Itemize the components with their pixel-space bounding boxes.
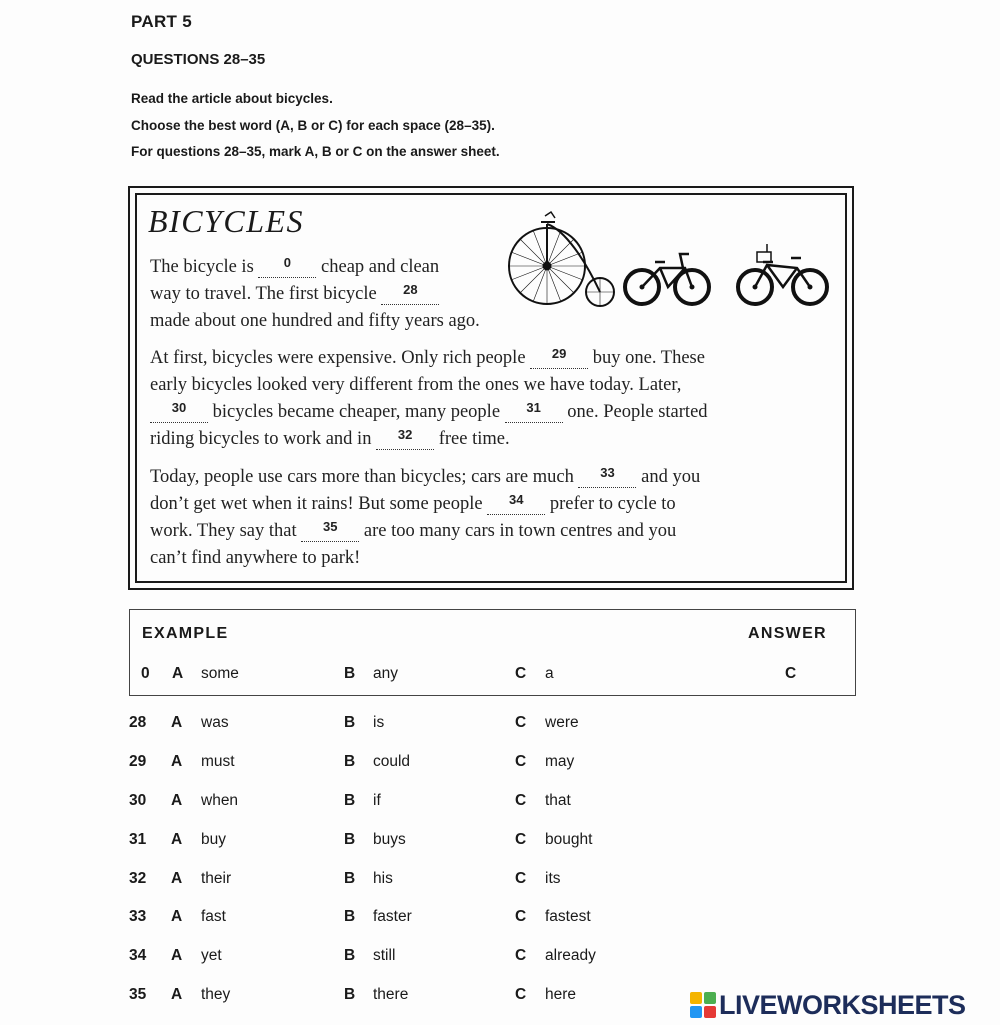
- option-a: was: [201, 714, 229, 731]
- questions-range: QUESTIONS 28–35: [131, 51, 266, 68]
- part-title: PART 5: [131, 12, 192, 31]
- option-a: they: [201, 986, 231, 1003]
- article-line: riding bicycles to work and in 32 free time.: [150, 426, 850, 453]
- article-line: Today, people use cars more than bicycles; cars are much 33 and you: [150, 464, 850, 491]
- worksheet-page: PART 5 QUESTIONS 28–35 Read the article about bicycles. Choose the best word (A, B or C) for each space (28–35). For questions 28–35, mark A, B or C on the answer sheet. BICYCLES The bicycle is 0 cheap and clean way to travel. The first bicycle 28 made about one hundred and fifty years ago. At first, bicycles were expensive. Only rich people 29 buy one. These early bicycles looked very different from the ones we have today. Later, 30 bicycles became cheaper, many people 31 one. People started riding bicycles to work and in 32 free time. Today, people use cars more than bicycles; cars are much 33 and you don’t get wet when it rains! But some people 34 prefer to cycle to work. They say that 35 are too many cars in town centres and you can’t find anywhere to park! EXAMPLE ANSWER 0 A some B any C a C 28 A was B is C were 29 A must B could C may 30 A when B if C that 31 A buy B buys C bought 32 A their B his C its 33 A fast B faster C fastest 34 A yet B still C already 35 A they B there C here LIVEWORKSHEETS: [0, 0, 1000, 1025]
- gap-28: 28: [381, 281, 439, 308]
- option-c: bought: [545, 831, 593, 848]
- article-title: BICYCLES: [148, 203, 305, 239]
- article-line: don’t get wet when it rains! But some people 34 prefer to cycle to: [150, 491, 850, 518]
- gap-30: 30: [150, 399, 208, 426]
- option-letter-c: C: [515, 665, 527, 682]
- option-a: buy: [201, 831, 226, 848]
- gap-32: 32: [376, 426, 434, 453]
- article-line: can’t find anywhere to park!: [150, 548, 361, 568]
- gap-29: 29: [530, 345, 588, 372]
- instruction-1: Read the article about bicycles.: [131, 91, 333, 106]
- question-number: 0: [141, 665, 150, 682]
- gap-31: 31: [505, 399, 563, 426]
- option-c: already: [545, 947, 596, 964]
- example-label: EXAMPLE: [142, 625, 229, 642]
- gap-0: 0: [258, 254, 316, 281]
- option-c: may: [545, 753, 575, 770]
- option-a: their: [201, 870, 232, 887]
- option-a: some: [201, 665, 239, 682]
- option-c: that: [545, 792, 571, 809]
- instruction-3: For questions 28–35, mark A, B or C on the answer sheet.: [131, 144, 500, 159]
- article-line: made about one hundred and fifty years ago.: [150, 311, 480, 331]
- option-b: if: [373, 792, 381, 809]
- option-a: fast: [201, 908, 226, 925]
- article-line: 30 bicycles became cheaper, many people 31 one. People started: [150, 399, 850, 426]
- article-line: The bicycle is 0 cheap and clean: [150, 254, 850, 281]
- option-b: could: [373, 753, 411, 770]
- option-c: were: [545, 714, 579, 731]
- example-answer: C: [785, 665, 797, 682]
- option-letter-a: A: [172, 665, 184, 682]
- option-b: there: [373, 986, 409, 1003]
- instruction-2: Choose the best word (A, B or C) for each space (28–35).: [131, 118, 495, 133]
- option-c: here: [545, 986, 577, 1003]
- answer-label: ANSWER: [748, 625, 827, 642]
- option-b: is: [373, 714, 385, 731]
- article-line: early bicycles looked very different from the ones we have today. Later,: [150, 375, 682, 395]
- option-c: its: [545, 870, 561, 887]
- gap-33: 33: [578, 464, 636, 491]
- gap-34: 34: [487, 491, 545, 518]
- option-b: faster: [373, 908, 412, 925]
- option-a: when: [201, 792, 239, 809]
- option-letter-b: B: [344, 665, 356, 682]
- option-b: any: [373, 665, 398, 682]
- option-b: still: [373, 947, 396, 964]
- option-a: yet: [201, 947, 222, 964]
- brand-text: LIVEWORKSHEETS: [719, 989, 966, 1020]
- liveworksheets-blocks-icon: [690, 992, 716, 1018]
- option-c: fastest: [545, 908, 591, 925]
- option-a: must: [201, 753, 235, 770]
- article-line: At first, bicycles were expensive. Only rich people 29 buy one. These: [150, 345, 850, 372]
- option-b: buys: [373, 831, 406, 848]
- article-line: work. They say that 35 are too many cars in town centres and you: [150, 518, 850, 545]
- option-c: a: [545, 665, 554, 682]
- article-line: way to travel. The first bicycle 28: [150, 281, 850, 308]
- option-b: his: [373, 870, 393, 887]
- gap-35: 35: [301, 518, 359, 545]
- liveworksheets-logo: [690, 988, 966, 1022]
